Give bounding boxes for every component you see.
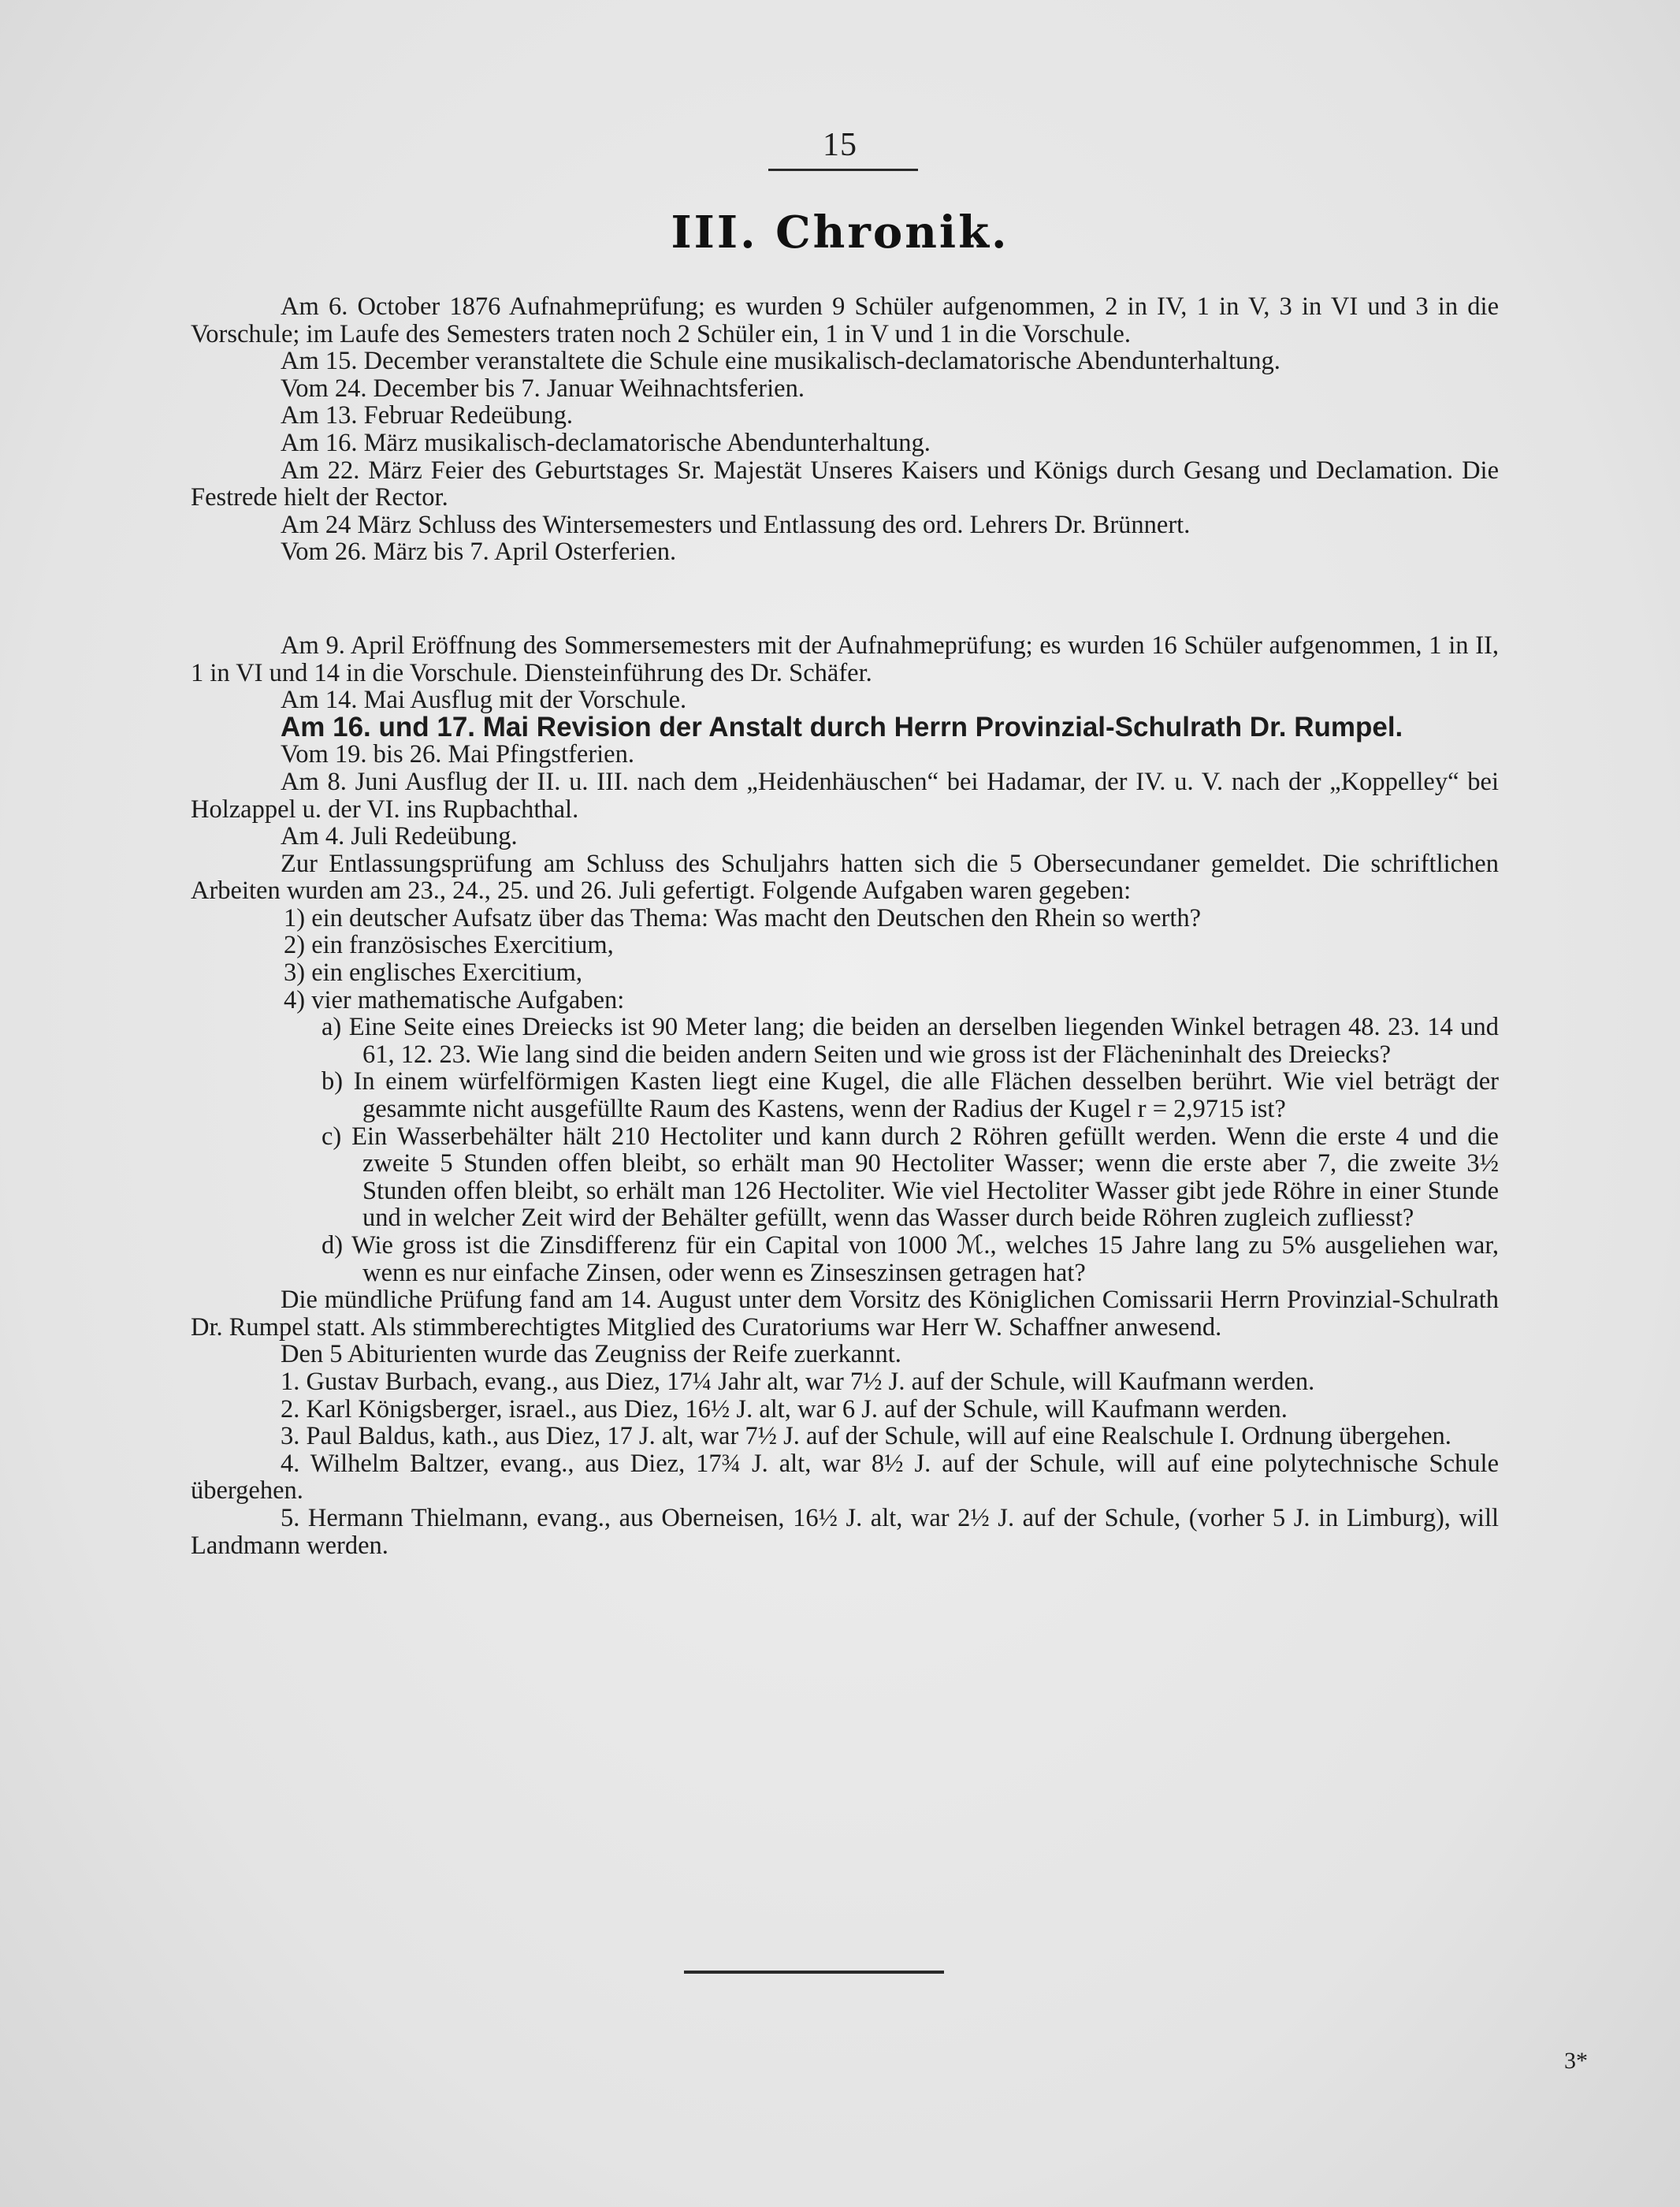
exam-task: 2) ein französisches Exercitium, <box>284 931 614 960</box>
math-problem-a: a) Eine Seite eines Dreiecks ist 90 Meter lang; die beiden an derselben liegenden Winkel betragen 48. 23. 14 und 61, 12. 23. Wie lang sind die beiden andern Seiten und wie gross ist der Flächeninhalt des Dreiecks? <box>322 1013 1499 1069</box>
entry-summer-semester: Am 9. April Eröffnung des Sommersemesters mit der Aufnahmeprüfung; es wurden 16 Schüler aufgenommen, 1 in II, 1 in VI und 14 in die Vorschule. Diensteinführung des Dr. Schäfer. <box>191 631 1499 687</box>
entry-revision: Am 16. und 17. Mai Revision der Anstalt durch Herrn Provinzial-Schulrath Dr. Rumpel. <box>281 711 1403 742</box>
entry-october: Am 6. October 1876 Aufnahmeprüfung; es wurden 9 Schüler aufgenommen, 2 in IV, 1 in V, 3 in VI und 3 in die Vorschule; im Laufe des Semesters traten noch 2 Schüler ein, 1 in V und 1 in die Vorschule. <box>191 292 1499 348</box>
section-title: III. Chronik. <box>671 207 1009 259</box>
graduate-entry: 1. Gustav Burbach, evang., aus Diez, 17¼ Jahr alt, war 7½ J. auf der Schule, will Kaufmann werden. <box>281 1367 1315 1396</box>
entry-july-speech: Am 4. Juli Redeübung. <box>281 822 518 851</box>
exam-task: 1) ein deutscher Aufsatz über das Thema: Was macht den Deutschen den Rhein so werth? <box>284 903 1202 932</box>
entry-winter-semester-end: Am 24 März Schluss des Wintersemesters und Entlassung des ord. Lehrers Dr. Brünnert. <box>281 510 1191 539</box>
entry-february-speech: Am 13. Februar Redeübung. <box>281 401 573 430</box>
page-number: 15 <box>823 127 857 163</box>
footer-rule <box>684 1971 944 1974</box>
math-problem-c: c) Ein Wasserbehälter hält 210 Hectoliter und kann durch 2 Röhren gefüllt werden. Wenn die erste 4 und die zweite 5 Stunden offen bleibt, so erhält man 90 Hectoliter Wasser; wenn die erste aber 7, die zweite 3½ Stunden offen bleibt, so erhält man 126 Hectoliter. Wie viel Hectoliter Wasser gibt jede Röhre in einer Stunde und in welcher Zeit wird der Behälter gefüllt, wenn das Wasser durch beide Röhren zugleich zufliesst? <box>322 1122 1499 1233</box>
entry-june-excursion: Am 8. Juni Ausflug der II. u. III. nach dem „Heidenhäuschen“ bei Hadamar, der IV. u. V. nach der „Koppelley“ bei Holzappel u. der VI. ins Rupbachthal. <box>191 767 1499 824</box>
entry-whitsun-holidays: Vom 19. bis 26. Mai Pfingstferien. <box>281 740 634 769</box>
math-problem-b: b) In einem würfelförmigen Kasten liegt eine Kugel, die alle Flächen desselben berührt. Wie viel beträgt der gesammte nicht ausgefüllte Raum des Kastens, wenn der Radius der Kugel r = 2,9715 ist? <box>322 1067 1499 1124</box>
exam-task: 3) ein englisches Exercitium, <box>284 958 583 988</box>
signature-mark: 3* <box>1564 2048 1588 2074</box>
section-gap <box>191 599 1499 632</box>
entry-final-exam: Zur Entlassungsprüfung am Schluss des Schuljahrs hatten sich die 5 Obersecundaner gemeldet. Die schriftlichen Arbeiten wurden am 23., 24., 25. und 26. Juli gefertigt. Folgende Aufgaben waren gegeben: <box>191 849 1499 906</box>
graduate-entry: 3. Paul Baldus, kath., aus Diez, 17 J. alt, war 7½ J. auf der Schule, will auf eine Realschule I. Ordnung übergehen. <box>281 1422 1451 1451</box>
entry-christmas-holidays: Vom 24. December bis 7. Januar Weihnachtsferien. <box>281 374 805 403</box>
section-gap <box>191 566 1499 599</box>
oral-exam: Die mündliche Prüfung fand am 14. August unter dem Vorsitz des Königlichen Comissarii Herrn Provinzial-Schulrath Dr. Rumpel statt. Als stimmberechtigtes Mitglied des Curatoriums war Herr W. Schaffner anwesend. <box>191 1286 1499 1342</box>
graduate-entry: 2. Karl Königsberger, israel., aus Diez, 16½ J. alt, war 6 J. auf der Schule, will Kaufmann werden. <box>281 1394 1288 1424</box>
entry-may-excursion: Am 14. Mai Ausflug mit der Vorschule. <box>281 686 687 715</box>
entry-december-concert: Am 15. December veranstaltete die Schule eine musikalisch-declamatorische Abendunterhaltung. <box>281 347 1280 376</box>
graduate-entry: 5. Hermann Thielmann, evang., aus Oberneisen, 16½ J. alt, war 2½ J. auf der Schule, (vorher 5 J. in Limburg), will Landmann werden. <box>191 1503 1499 1560</box>
math-problem-d: d) Wie gross ist die Zinsdifferenz für ein Capital von 1000 ℳ., welches 15 Jahre lang zu 5% ausgeliehen war, wenn es nur einfache Zinsen, oder wenn es Zinseszinsen getragen hat? <box>322 1231 1499 1287</box>
exam-task: 4) vier mathematische Aufgaben: <box>284 985 625 1014</box>
entry-emperor-birthday: Am 22. März Feier des Geburtstages Sr. Majestät Unseres Kaisers und Königs durch Gesang und Declamation. Die Festrede hielt der Rector. <box>191 456 1499 512</box>
entry-march-concert: Am 16. März musikalisch-declamatorische Abendunterhaltung. <box>281 428 931 457</box>
graduate-entry: 4. Wilhelm Baltzer, evang., aus Diez, 17¾ J. alt, war 8½ J. auf der Schule, will auf eine polytechnische Schule übergehen. <box>191 1449 1499 1505</box>
diploma-award: Den 5 Abiturienten wurde das Zeugniss der Reife zuerkannt. <box>281 1340 901 1369</box>
header-rule <box>768 169 918 171</box>
chronicle-text <box>191 293 1499 1559</box>
entry-easter-holidays: Vom 26. März bis 7. April Osterferien. <box>281 538 677 567</box>
